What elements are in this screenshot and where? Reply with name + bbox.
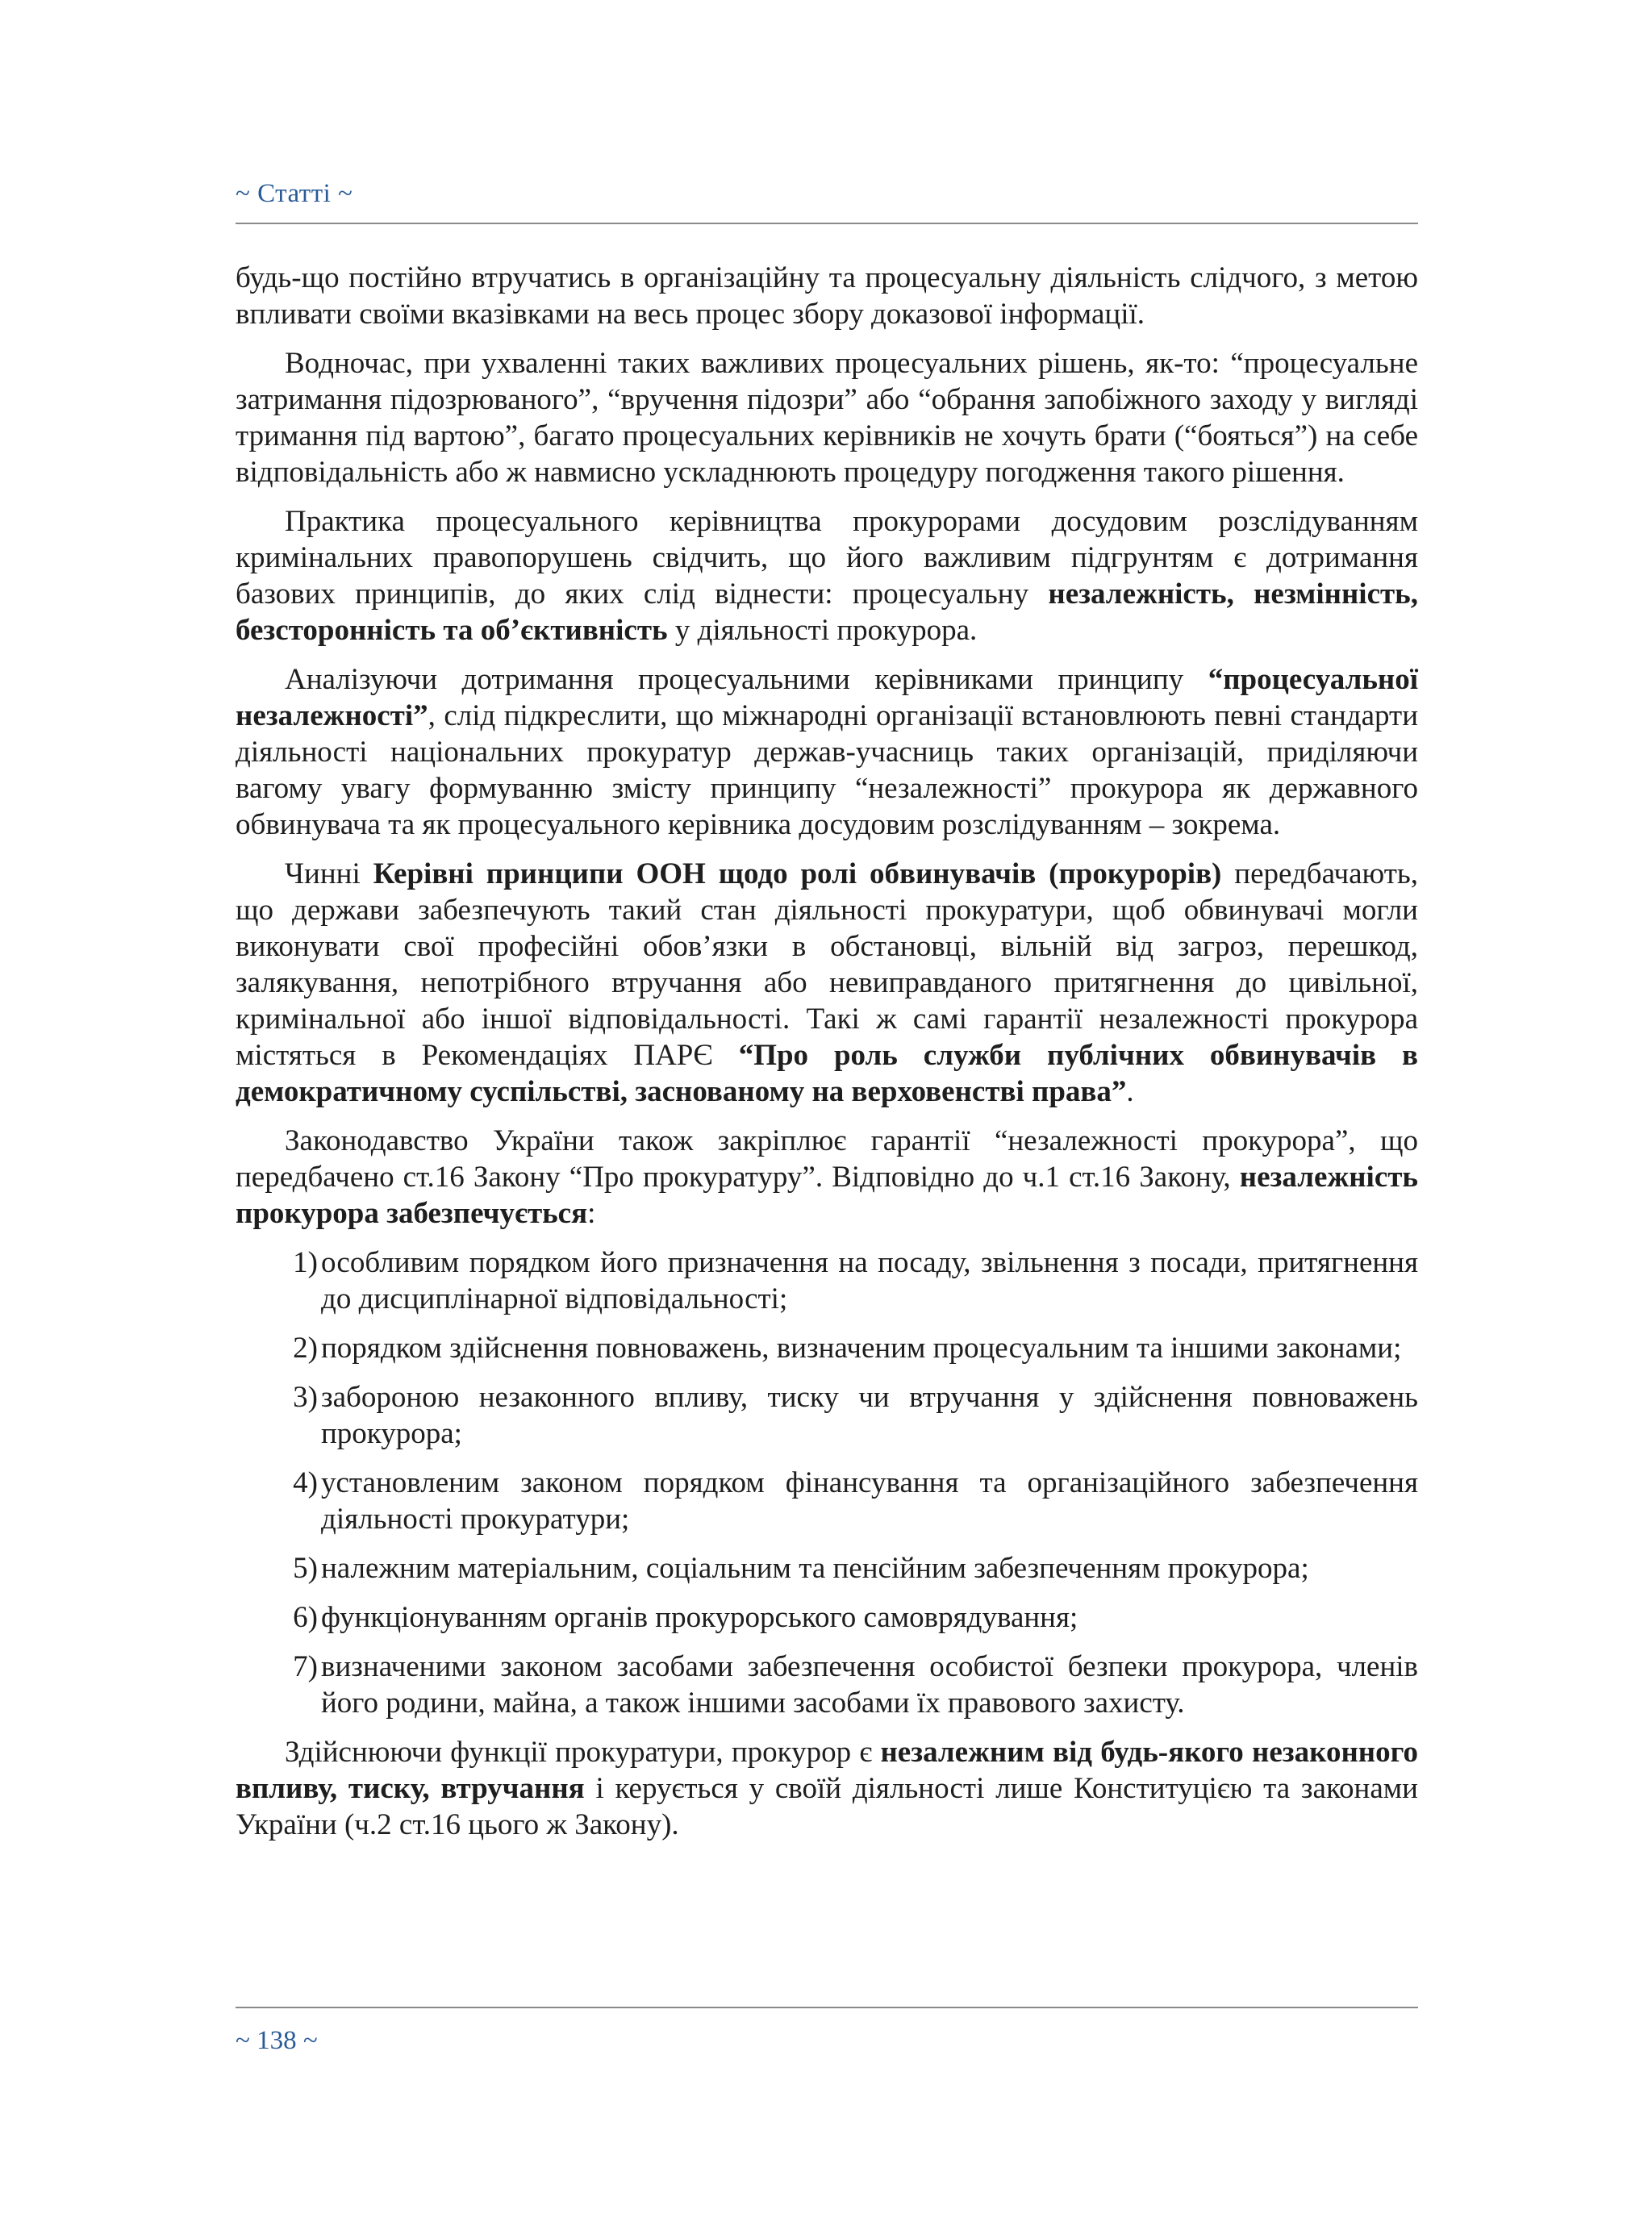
list-item <box>236 1330 1418 1366</box>
list-item <box>236 1649 1418 1721</box>
list-item <box>236 1465 1418 1537</box>
list-item <box>236 1244 1418 1317</box>
list-number: 1) <box>293 1246 318 1279</box>
list-text: забороною незаконного впливу, тиску чи втручання у здійснення повноважень прокурора; <box>321 1381 1418 1450</box>
list-text: особливим порядком його призначення на посаду, звільнення з посади, притягнення до дисциплінарної відповідальності; <box>321 1246 1418 1315</box>
list-text: належним матеріальним, соціальним та пенсійним забезпеченням прокурора; <box>321 1552 1309 1585</box>
bold-principles: незалежність, незмінність, безсторонність та об’єктивність <box>236 577 1418 647</box>
paragraph-5: Чинні Керівні принципи ООН щодо ролі обвинувачів (прокурорів) передбачають, що держави забезпечують такий стан діяльності прокуратури, щоб обвинувачі могли виконувати свої професійні обов’язки в обстановці, вільній від загроз, перешкод, залякування, непотрібного втручання або невиправданого притягнення до цивільної, кримінальної або іншої відповідальності. Такі ж самі гарантії незалежності прокурора містяться в Рекомендаціях ПАРЄ “Про роль служби публічних обвинувачів в демократичному суспільстві, заснованому на верховенстві права”. <box>236 857 1419 1108</box>
paragraph-3: Практика процесуального керівництва прокурорами досудовим розслідуванням кримінальних правопорушень свідчить, що його важливим підгрунтям є дотримання базових принципів, до яких слід віднести: процесуальну незалежність, незмінність, безсторонність та об’єктивність у діяльності прокурора. <box>236 505 1418 647</box>
list-item <box>236 1599 1418 1636</box>
bold-pace-recommendation: “Про роль служби публічних обвинувачів в демократичному суспільстві, заснованому на верховенстві права” <box>236 1039 1418 1108</box>
list-number: 4) <box>293 1466 318 1499</box>
list-text: порядком здійснення повноважень, визначеним процесуальним та іншими законами; <box>321 1332 1402 1365</box>
list-text: визначеними законом засобами забезпечення особистої безпеки прокурора, членів його родини, майна, а також іншими засобами їх правового захисту. <box>321 1650 1418 1720</box>
list-number: 6) <box>293 1601 318 1634</box>
list-number: 2) <box>293 1332 318 1365</box>
bold-independent-from-influence: незалежним від будь-якого незаконного впливу, тиску, втручання <box>236 1736 1418 1805</box>
list-item <box>236 1550 1418 1586</box>
section-header: ~ Статті ~ <box>236 179 353 208</box>
page-number: ~ 138 ~ <box>236 2026 318 2055</box>
paragraph-1: будь-що постійно втручатись в організаційну та процесуальну діяльність слідчого, з метою впливати своїми вказівками на весь процес збору доказової інформації. <box>236 261 1418 331</box>
list-number: 7) <box>293 1650 318 1683</box>
list-text: установленим законом порядком фінансування та організаційного забезпечення діяльності прокуратури; <box>321 1466 1418 1536</box>
paragraph-7: Здійснюючи функції прокуратури, прокурор є незалежним від будь-якого незаконного впливу, тиску, втручання і керується у своїй діяльності лише Конституцією та законами України (ч.2 ст.16 цього ж Закону). <box>236 1736 1418 1841</box>
bold-un-guidelines: Керівні принципи ООН щодо ролі обвинувачів (прокурорів) <box>373 857 1222 890</box>
list-item <box>236 1379 1418 1452</box>
footer-divider <box>236 2007 1418 2008</box>
bold-procedural-independence: “процесуальної незалежності” <box>236 663 1418 732</box>
guarantees-list <box>236 1244 1418 1721</box>
paragraph-6: Законодавство України також закріплює гарантії “незалежності прокурора”, що передбачено ст.16 Закону “Про прокуратуру”. Відповідно до ч.1 ст.16 Закону, незалежність прокурора забезпечується: <box>236 1124 1418 1230</box>
article-body <box>236 260 1418 1856</box>
bold-independence-ensured: незалежність прокурора забезпечується <box>236 1161 1418 1230</box>
paragraph-2: Водночас, при ухваленні таких важливих процесуальних рішень, як-то: “процесуальне затримання підозрюваного”, “вручення підозри” або “обрання запобіжного заходу у вигляді тримання під вартою”, багато процесуальних керівників не хочуть брати (“бояться”) на себе відповідальність або ж навмисно ускладнюють процедуру погодження такого рішення. <box>236 347 1418 489</box>
paragraph-4: Аналізуючи дотримання процесуальними керівниками принципу “процесуальної незалежності”, слід підкреслити, що міжнародні організації встановлюють певні стандарти діяльності національних прокуратур держав-учасниць таких організацій, приділяючи вагому увагу формуванню змісту принципу “незалежності” прокурора як державного обвинувача та як процесуального керівника досудовим розслідуванням – зокрема. <box>236 663 1418 841</box>
header-divider <box>236 223 1418 224</box>
list-number: 5) <box>293 1552 318 1585</box>
list-number: 3) <box>293 1381 318 1414</box>
list-text: функціонуванням органів прокурорського самоврядування; <box>321 1601 1078 1634</box>
